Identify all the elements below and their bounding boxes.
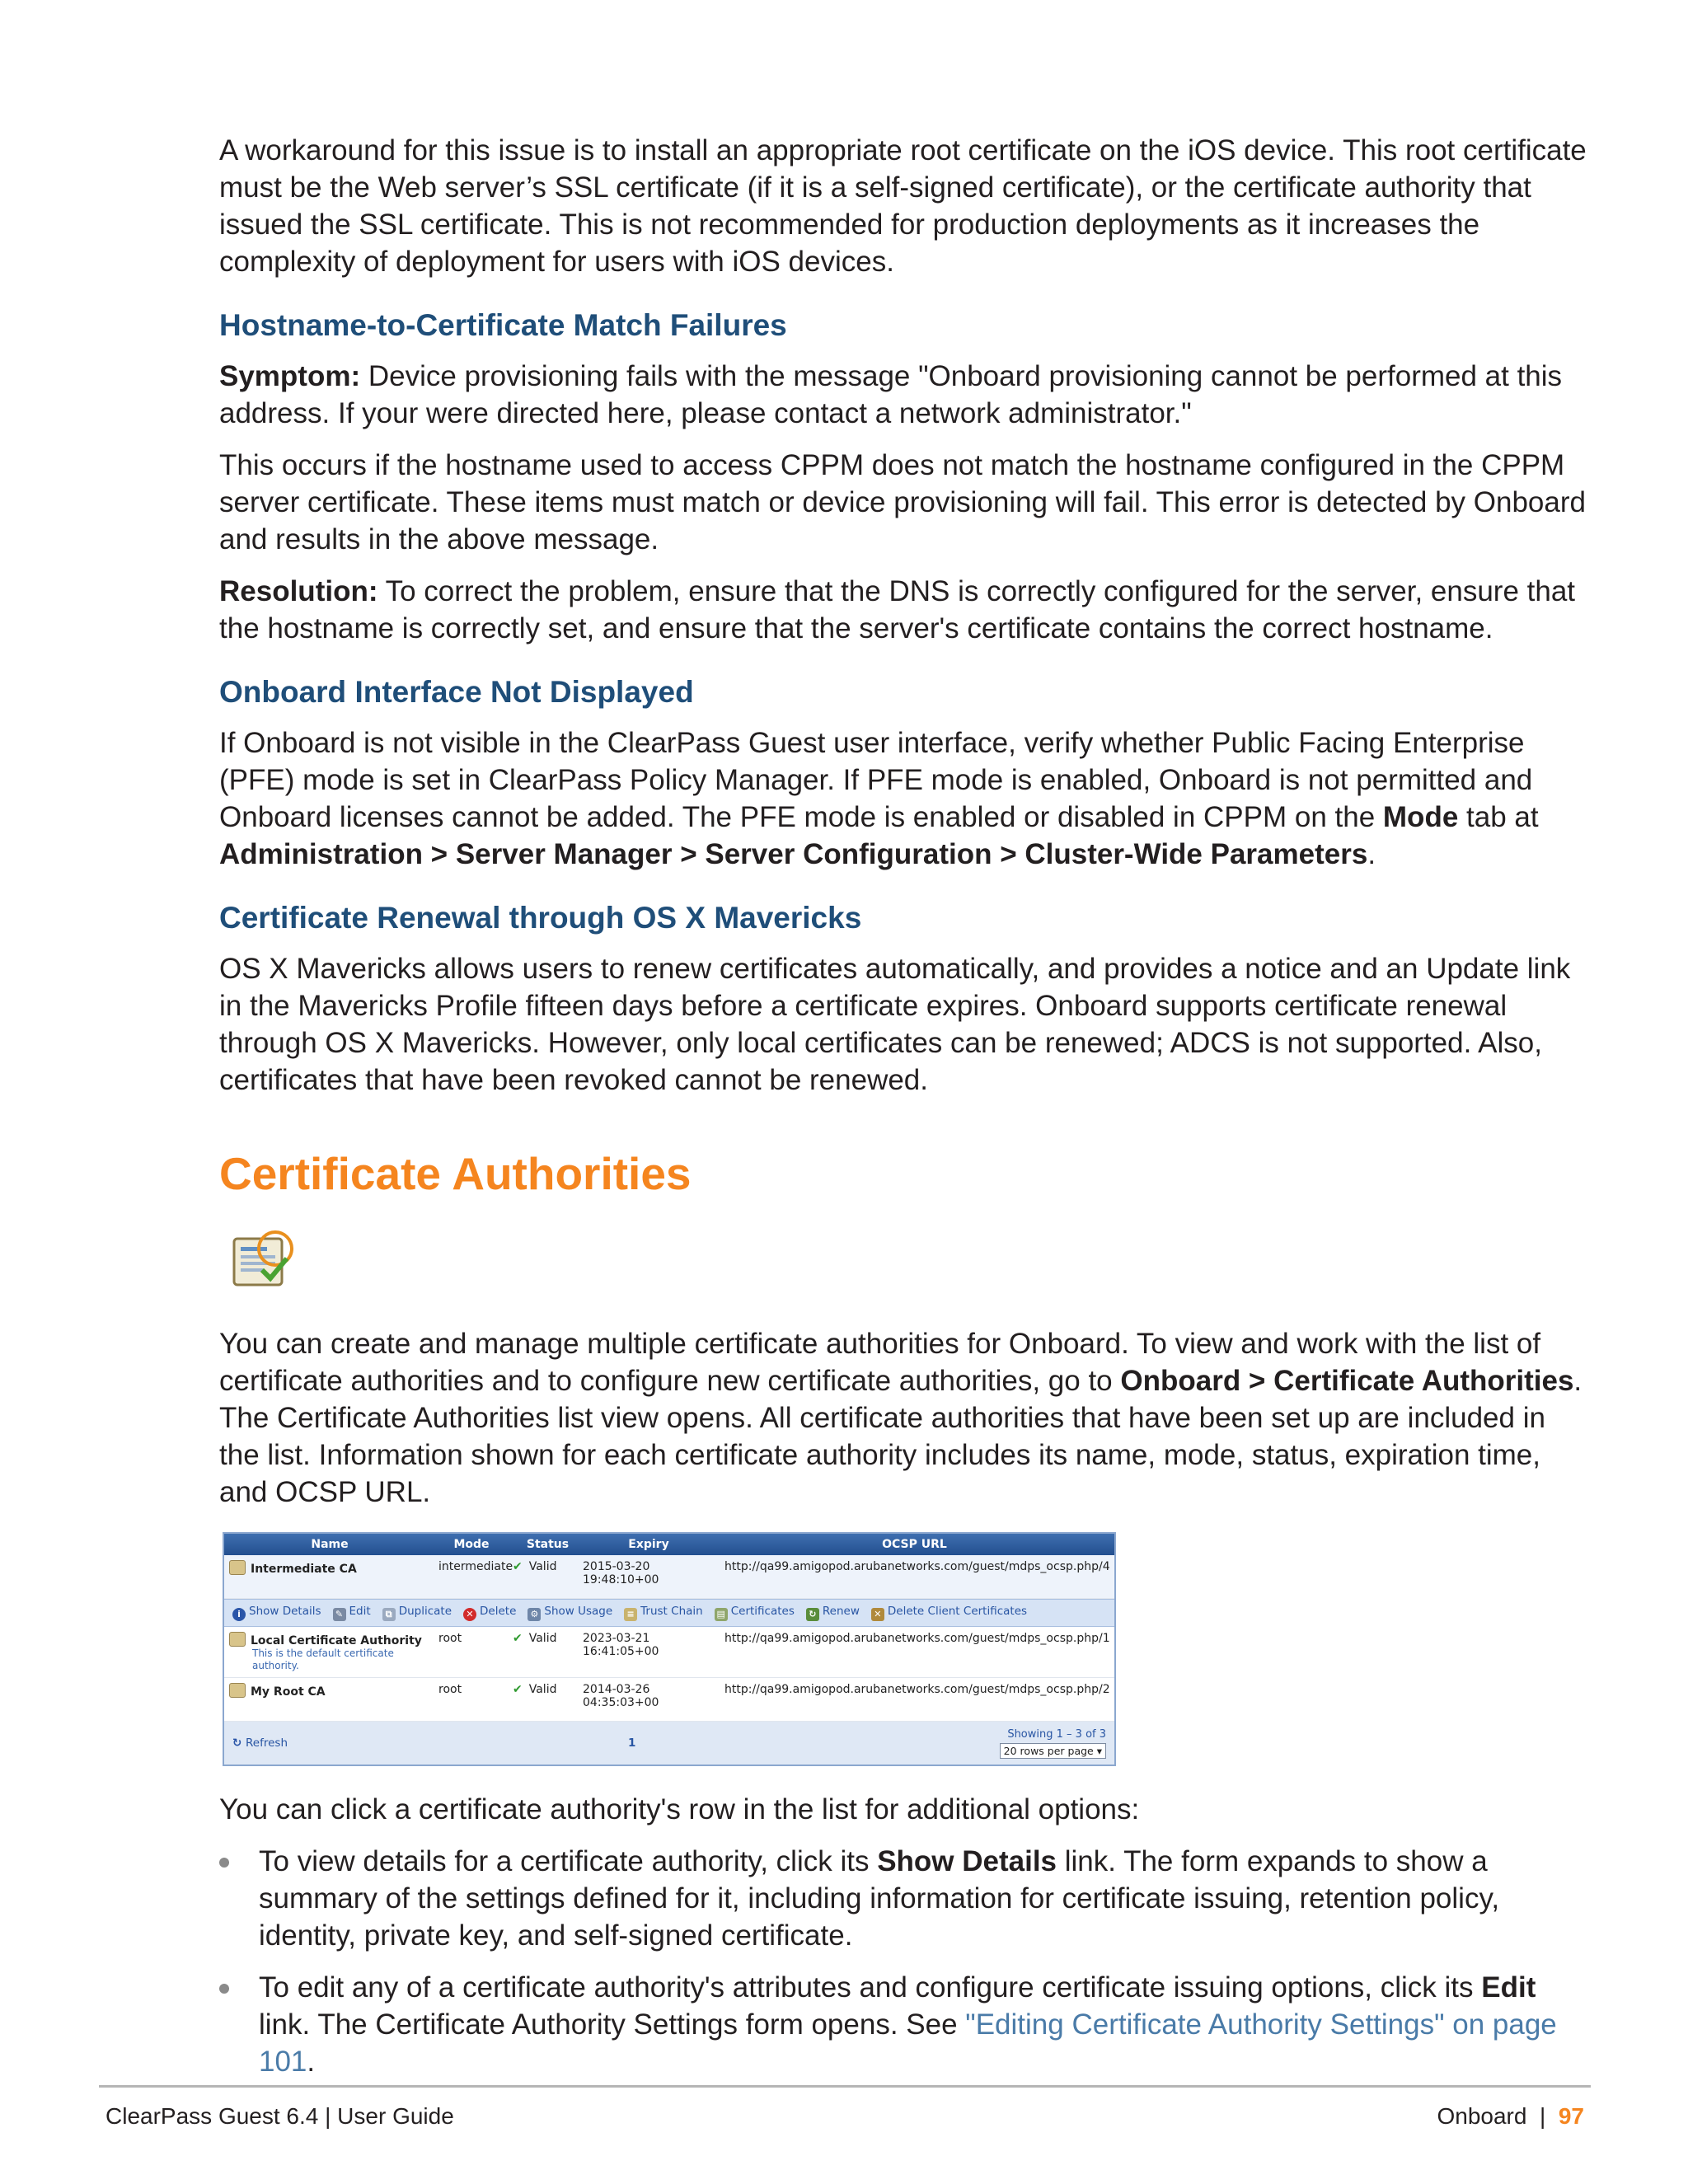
col-mode[interactable]: Mode: [453, 1538, 490, 1551]
admin-path-bold: Administration > Server Manager > Server Configuration > Cluster-Wide Parameters: [219, 838, 1368, 870]
check-icon: ✔: [513, 1683, 523, 1696]
occurs-paragraph: This occurs if the hostname used to access CPPM does not match the hostname configured in the CPPM server certificate. These items must match or device provisioning will fail. This error is detected by Onboard and results in the above message.: [219, 449, 1586, 555]
table-footer: [224, 1722, 1114, 1765]
pfe-text-1: If Onboard is not visible in the ClearPass Guest user interface, verify whether Public Facing Enterprise (PFE) mode is set in ClearPass Policy Manager. If PFE mode is enabled, Onboard is not permitted and Onboard licenses cannot be added. The PFE mode is enabled or disabled in CPPM on the: [219, 727, 1533, 833]
ca-ocsp-url: http://qa99.amigopod.arubanetworks.com/guest/mdps_ocsp.php/1: [724, 1632, 1110, 1645]
trust-chain-icon: ≡: [624, 1608, 637, 1621]
col-name[interactable]: Name: [311, 1538, 349, 1551]
edit-link[interactable]: ✎ Edit: [333, 1605, 371, 1621]
col-ocsp-url[interactable]: OCSP URL: [882, 1538, 947, 1551]
footer-divider: [99, 2085, 1591, 2088]
info-icon: i: [232, 1608, 246, 1621]
list-item: To edit any of a certificate authority's attributes and configure certificate issuing options, click its Edit link. The Certificate Authority Settings form opens. See "Editing Certificate Authority Settings" on page 101.: [219, 1969, 1592, 2080]
ca-mode: root: [438, 1683, 462, 1696]
ca-mode: root: [438, 1632, 462, 1645]
options-list: [219, 1843, 1592, 2080]
footer-guide-title: ClearPass Guest 6.4 | User Guide: [106, 2103, 454, 2129]
bullet-icon: [219, 1858, 229, 1868]
ca-default-hint: This is the default certificate authority.: [252, 1647, 394, 1671]
certificate-authorities-heading: Certificate Authorities: [219, 1148, 692, 1199]
list-item: To view details for a certificate authority, click its Show Details link. The form expands to show a summary of the settings defined for it, including information for certificate issuing, retention policy, identity, private key, and self-signed certificate.: [219, 1843, 1592, 1954]
show-details-bold: Show Details: [877, 1845, 1057, 1877]
renew-icon: ↻: [806, 1608, 819, 1621]
symptom-paragraph: [219, 358, 1592, 432]
symptom-label: Symptom:: [219, 360, 361, 392]
ca-status: Valid: [528, 1560, 557, 1573]
ca-ocsp-url: http://qa99.amigopod.arubanetworks.com/guest/mdps_ocsp.php/2: [724, 1683, 1110, 1696]
resolution-paragraph: [219, 573, 1592, 647]
mavericks-heading: Certificate Renewal through OS X Mavericks: [219, 901, 862, 935]
ca-intro-paragraph: [219, 1325, 1592, 1511]
footer-section: Onboard |: [1437, 2103, 1559, 2129]
ca-path-bold: Onboard > Certificate Authorities: [1120, 1365, 1574, 1397]
col-status[interactable]: Status: [526, 1538, 570, 1551]
refresh-button[interactable]: ↻ Refresh: [232, 1736, 288, 1750]
onboard-interface-paragraph: [219, 724, 1592, 873]
trust-chain-link[interactable]: ≡ Trust Chain: [624, 1605, 703, 1621]
rows-per-page-select[interactable]: 20 rows per page ▾: [1000, 1743, 1106, 1759]
pfe-text-2: tab at: [1458, 801, 1539, 833]
intro-paragraph: A workaround for this issue is to install an appropriate root certificate on the iOS device. This root certificate must be the Web server’s SSL certificate (if it is a self-signed certificate), or the certificate authority that issued the SSL certificate. This is not recommended for production deployments as it increases the complexity of deployment for users with iOS devices.: [219, 134, 1587, 278]
ca-expiry-time: 19:48:10+00: [583, 1573, 659, 1586]
bullet-icon: [219, 1984, 229, 1994]
certificates-icon: ▤: [715, 1608, 728, 1621]
footer-page-info: [1437, 2103, 1584, 2130]
ca-status: Valid: [528, 1632, 557, 1645]
ca-mode: intermediate: [438, 1560, 513, 1573]
ca-text-1: You can create and manage multiple certificate authorities for Onboard. To view and work with the list of certificate authorities and to configure new certificate authorities, go to: [219, 1328, 1541, 1397]
certificate-icon: [229, 1632, 246, 1647]
table-row[interactable]: [224, 1555, 1114, 1599]
editing-ca-settings-link[interactable]: "Editing Certificate Authority Settings" on page 101: [259, 2008, 1557, 2078]
delete-client-certificates-link[interactable]: ✕ Delete Client Certificates: [871, 1605, 1027, 1621]
certificates-link[interactable]: ▤ Certificates: [715, 1605, 795, 1621]
table-row[interactable]: [224, 1627, 1114, 1678]
ca-name: My Root CA: [251, 1685, 326, 1699]
delete-certs-icon: ✕: [871, 1608, 884, 1621]
ca-name: Intermediate CA: [251, 1563, 357, 1576]
check-icon: ✔: [513, 1632, 523, 1645]
onboard-interface-heading: Onboard Interface Not Displayed: [219, 675, 694, 709]
delete-link[interactable]: ✕ Delete: [463, 1605, 516, 1621]
certificate-authority-icon: [226, 1221, 300, 1295]
ca-expiry-time: 04:35:03+00: [583, 1696, 659, 1709]
certificate-icon: [229, 1683, 246, 1698]
show-usage-link[interactable]: ⚙ Show Usage: [528, 1605, 612, 1621]
table-row[interactable]: [224, 1678, 1114, 1722]
resolution-label: Resolution:: [219, 575, 378, 607]
page-number: 97: [1558, 2103, 1584, 2129]
ca-expiry-time: 16:41:05+00: [583, 1645, 659, 1658]
certificate-authorities-table: [223, 1532, 1116, 1766]
page-number-link[interactable]: 1: [628, 1736, 636, 1750]
click-row-paragraph: You can click a certificate authority's row in the list for additional options:: [219, 1793, 1140, 1825]
symptom-text: Device provisioning fails with the message "Onboard provisioning cannot be performed at this address. If your were directed here, please contact a network administrator.": [219, 360, 1563, 429]
duplicate-icon: ⧉: [382, 1608, 396, 1621]
usage-icon: ⚙: [528, 1608, 541, 1621]
page-content: [219, 132, 1592, 2095]
chevron-down-icon: ▾: [1096, 1744, 1102, 1757]
check-icon: ✔: [513, 1560, 523, 1573]
delete-icon: ✕: [463, 1608, 476, 1621]
mavericks-paragraph: OS X Mavericks allows users to renew certificates automatically, and provides a notice and an Update link in the Mavericks Profile fifteen days before a certificate expires. Onboard supports certificate renewal through OS X Mavericks. However, only local certificates can be renewed; ADCS is not supported. Also, certificates that have been revoked cannot be renewed.: [219, 953, 1571, 1096]
showing-count: Showing 1 – 3 of 3: [1007, 1727, 1106, 1741]
ca-ocsp-url: http://qa99.amigopod.arubanetworks.com/guest/mdps_ocsp.php/4: [724, 1560, 1110, 1573]
row-actions-bar: [224, 1599, 1114, 1627]
table-header: [224, 1534, 1114, 1555]
show-details-link[interactable]: i Show Details: [232, 1605, 321, 1621]
pfe-text-3: .: [1367, 838, 1376, 870]
renew-link[interactable]: ↻ Renew: [806, 1605, 860, 1621]
mode-bold: Mode: [1382, 801, 1459, 833]
col-expiry[interactable]: Expiry: [628, 1538, 669, 1551]
hostname-heading: Hostname-to-Certificate Match Failures: [219, 308, 787, 342]
duplicate-link[interactable]: ⧉ Duplicate: [382, 1605, 452, 1621]
ca-name: Local Certificate Authority: [251, 1634, 422, 1647]
ca-expiry-date: 2014-03-26: [583, 1683, 650, 1696]
certificate-icon: [229, 1560, 246, 1575]
resolution-text: To correct the problem, ensure that the DNS is correctly configured for the server, ensure that the hostname is correctly set, and ensure that the server's certificate contains the correct hostname.: [219, 575, 1576, 644]
ca-status: Valid: [528, 1683, 557, 1696]
refresh-icon: ↻: [232, 1736, 246, 1750]
ca-expiry-date: 2015-03-20: [583, 1560, 650, 1573]
edit-icon: ✎: [333, 1608, 346, 1621]
ca-text-2: . The Certificate Authorities list view opens. All certificate authorities that have been set up are included in the list. Information shown for each certificate authority includes its name, mode, status, expiration time, and OCSP URL.: [219, 1365, 1582, 1508]
edit-bold: Edit: [1481, 1971, 1536, 2004]
ca-expiry-date: 2023-03-21: [583, 1632, 650, 1645]
